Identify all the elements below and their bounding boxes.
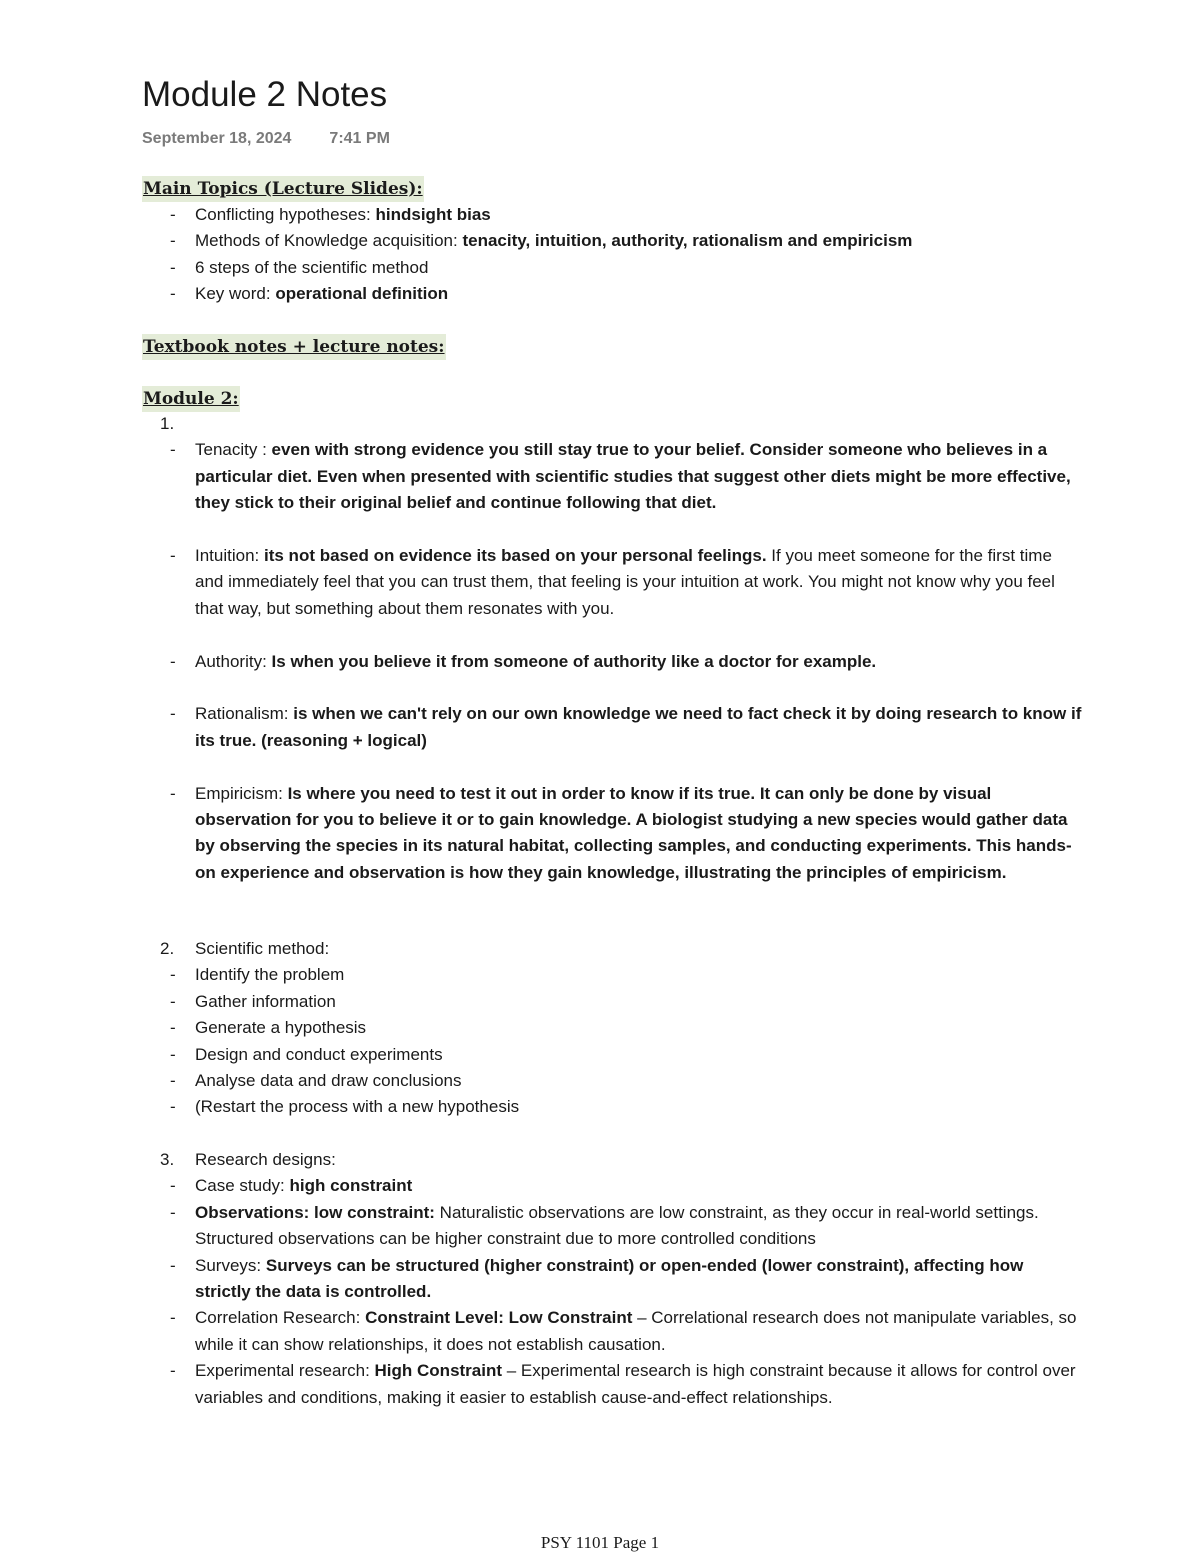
- dash-bullet: -: [170, 783, 176, 803]
- list-item: [142, 1305, 1082, 1358]
- item-label: Case study:: [195, 1176, 290, 1196]
- timestamp: [142, 126, 428, 152]
- dash-bullet: -: [170, 257, 176, 277]
- item-label: Key word:: [195, 284, 276, 304]
- list-item: [142, 228, 1082, 254]
- list-item: [142, 1200, 1082, 1253]
- list-item: [142, 989, 1082, 1015]
- item-bold: even with strong evidence you still stay true to your belief. Consider someone who believes in a particular diet. Even when presented with scientific studies that suggest other diets might be more effective, they stick to their original belief and continue following that diet.: [195, 440, 1071, 513]
- dash-bullet: -: [170, 1308, 176, 1328]
- dash-bullet: -: [170, 651, 176, 671]
- item-bold: Is when you believe it from someone of authority like a doctor for example.: [271, 651, 877, 671]
- dash-bullet: -: [170, 1202, 176, 1222]
- spacer: [142, 517, 1082, 543]
- page-title: Module 2 Notes: [142, 75, 388, 114]
- list-item: [142, 281, 1082, 307]
- item-tail: Naturalistic observations are low constraint, as they occur in real-world settings. Structured observations can be higher constraint due to more controlled conditions: [195, 1202, 1039, 1249]
- list-item: [142, 202, 1082, 228]
- module-heading-row: [142, 386, 240, 412]
- section-3: [142, 1147, 1082, 1411]
- dash-bullet: -: [170, 1044, 176, 1064]
- section-number: 3.: [160, 1150, 175, 1169]
- item-label: Rationalism:: [195, 704, 294, 724]
- dash-bullet: -: [170, 991, 176, 1011]
- item-label: Analyse data and draw conclusions: [195, 1071, 462, 1091]
- list-item: [142, 543, 1082, 622]
- item-label: Authority:: [195, 651, 272, 671]
- list-item: [142, 437, 1082, 516]
- section-2: [142, 936, 1082, 1121]
- notes-heading: Textbook notes + lecture notes:: [142, 334, 446, 360]
- dash-bullet: -: [170, 965, 176, 985]
- item-label: Methods of Knowledge acquisition:: [195, 231, 463, 251]
- section-number: 2.: [160, 939, 175, 958]
- dash-bullet: -: [170, 1018, 176, 1038]
- item-label: (Restart the process with a new hypothesis: [195, 1097, 520, 1117]
- item-bold: high constraint: [289, 1176, 413, 1196]
- section-number: 1.: [160, 414, 175, 433]
- main-topics-list: [142, 202, 1082, 308]
- section-2-title-row: [142, 936, 1082, 962]
- list-item: [142, 701, 1082, 754]
- item-label: 6 steps of the scientific method: [195, 257, 429, 277]
- item-tail: – Correlational research does not manipulate variables, so while it can show relationships, it does not establish causation.: [195, 1308, 1077, 1354]
- time-text: 7:41 PM: [329, 130, 390, 147]
- item-label: Gather information: [195, 991, 336, 1011]
- dash-bullet: -: [170, 231, 176, 251]
- dash-bullet: -: [170, 1361, 176, 1381]
- item-bold: tenacity, intuition, authority, rationalism and empiricism: [462, 231, 913, 251]
- list-item: [142, 962, 1082, 988]
- spacer: [142, 754, 1082, 780]
- section-title: Scientific method:: [195, 939, 330, 958]
- list-item: [142, 1173, 1082, 1199]
- spacer: [142, 622, 1082, 648]
- spacer: [142, 675, 1082, 701]
- main-topics-heading: Main Topics (Lecture Slides):: [142, 176, 424, 202]
- list-item: [142, 1094, 1082, 1120]
- item-bold: High Constraint: [374, 1361, 503, 1381]
- dash-bullet: -: [170, 1097, 176, 1117]
- item-label: Surveys:: [195, 1255, 266, 1275]
- item-bold: Surveys can be structured (higher constraint) or open-ended (lower constraint), affecting how strictly the data is controlled.: [195, 1255, 1024, 1302]
- list-item: [142, 1358, 1082, 1411]
- list-item: [142, 1068, 1082, 1094]
- item-bold: is when we can't rely on our own knowledge we need to fact check it by doing research to know if its true. (reasoning + logical): [195, 704, 1082, 750]
- item-label: Intuition:: [195, 546, 264, 566]
- item-bold: operational definition: [275, 284, 449, 304]
- item-tail: – Experimental research is high constraint because it allows for control over variables and conditions, making it easier to establish cause-and-effect relationships.: [195, 1361, 1076, 1407]
- section-3-title-row: [142, 1147, 1082, 1173]
- item-bold: Constraint Level: Low Constraint: [365, 1308, 633, 1328]
- item-label: Design and conduct experiments: [195, 1044, 443, 1064]
- item-bold: its not based on evidence its based on your personal feelings.: [264, 546, 767, 566]
- section-title: Research designs:: [195, 1150, 336, 1169]
- item-label: Identify the problem: [195, 965, 345, 985]
- list-item: [142, 255, 1082, 281]
- item-label: Empiricism:: [195, 783, 288, 803]
- page-footer: PSY 1101 Page 1: [540, 1533, 660, 1552]
- item-bold: Observations: low constraint:: [195, 1202, 435, 1222]
- main-topics-heading-row: [142, 176, 424, 202]
- list-item: [142, 649, 1082, 675]
- dash-bullet: -: [170, 205, 176, 224]
- section-1-number-row: [142, 411, 1082, 437]
- date-text: September 18, 2024: [142, 130, 292, 147]
- item-label: Conflicting hypotheses:: [195, 205, 376, 224]
- item-bold: hindsight bias: [375, 205, 491, 224]
- dash-bullet: -: [170, 440, 176, 460]
- module-heading: Module 2:: [142, 386, 240, 412]
- item-label: Tenacity :: [195, 440, 272, 460]
- dash-bullet: -: [170, 1071, 176, 1091]
- item-bold: Is where you need to test it out in order to know if its true. It can only be done by visual observation for you to believe it or to gain knowledge. A biologist studying a new species would gather data by observing the species in its natural habitat, collecting samples, and conducting experiments. This hands-on experience and observation is how they gain knowledge, illustrating the principles of empiricism.: [195, 783, 1072, 882]
- item-tail: If you meet someone for the first time and immediately feel that you can trust them, that feeling is your intuition at work. You might not know why you feel that way, but something about them resonates with you.: [195, 546, 1055, 618]
- list-item: [142, 1042, 1082, 1068]
- item-label: Generate a hypothesis: [195, 1018, 367, 1038]
- notes-heading-row: [142, 334, 446, 360]
- dash-bullet: -: [170, 546, 176, 566]
- dash-bullet: -: [170, 704, 176, 724]
- dash-bullet: -: [170, 284, 176, 304]
- dash-bullet: -: [170, 1255, 176, 1275]
- list-item: [142, 781, 1082, 887]
- list-item: [142, 1253, 1082, 1306]
- list-item: [142, 1015, 1082, 1041]
- item-label: Experimental research:: [195, 1361, 375, 1381]
- dash-bullet: -: [170, 1176, 176, 1196]
- item-label: Correlation Research:: [195, 1308, 366, 1328]
- section-1: [142, 411, 1082, 886]
